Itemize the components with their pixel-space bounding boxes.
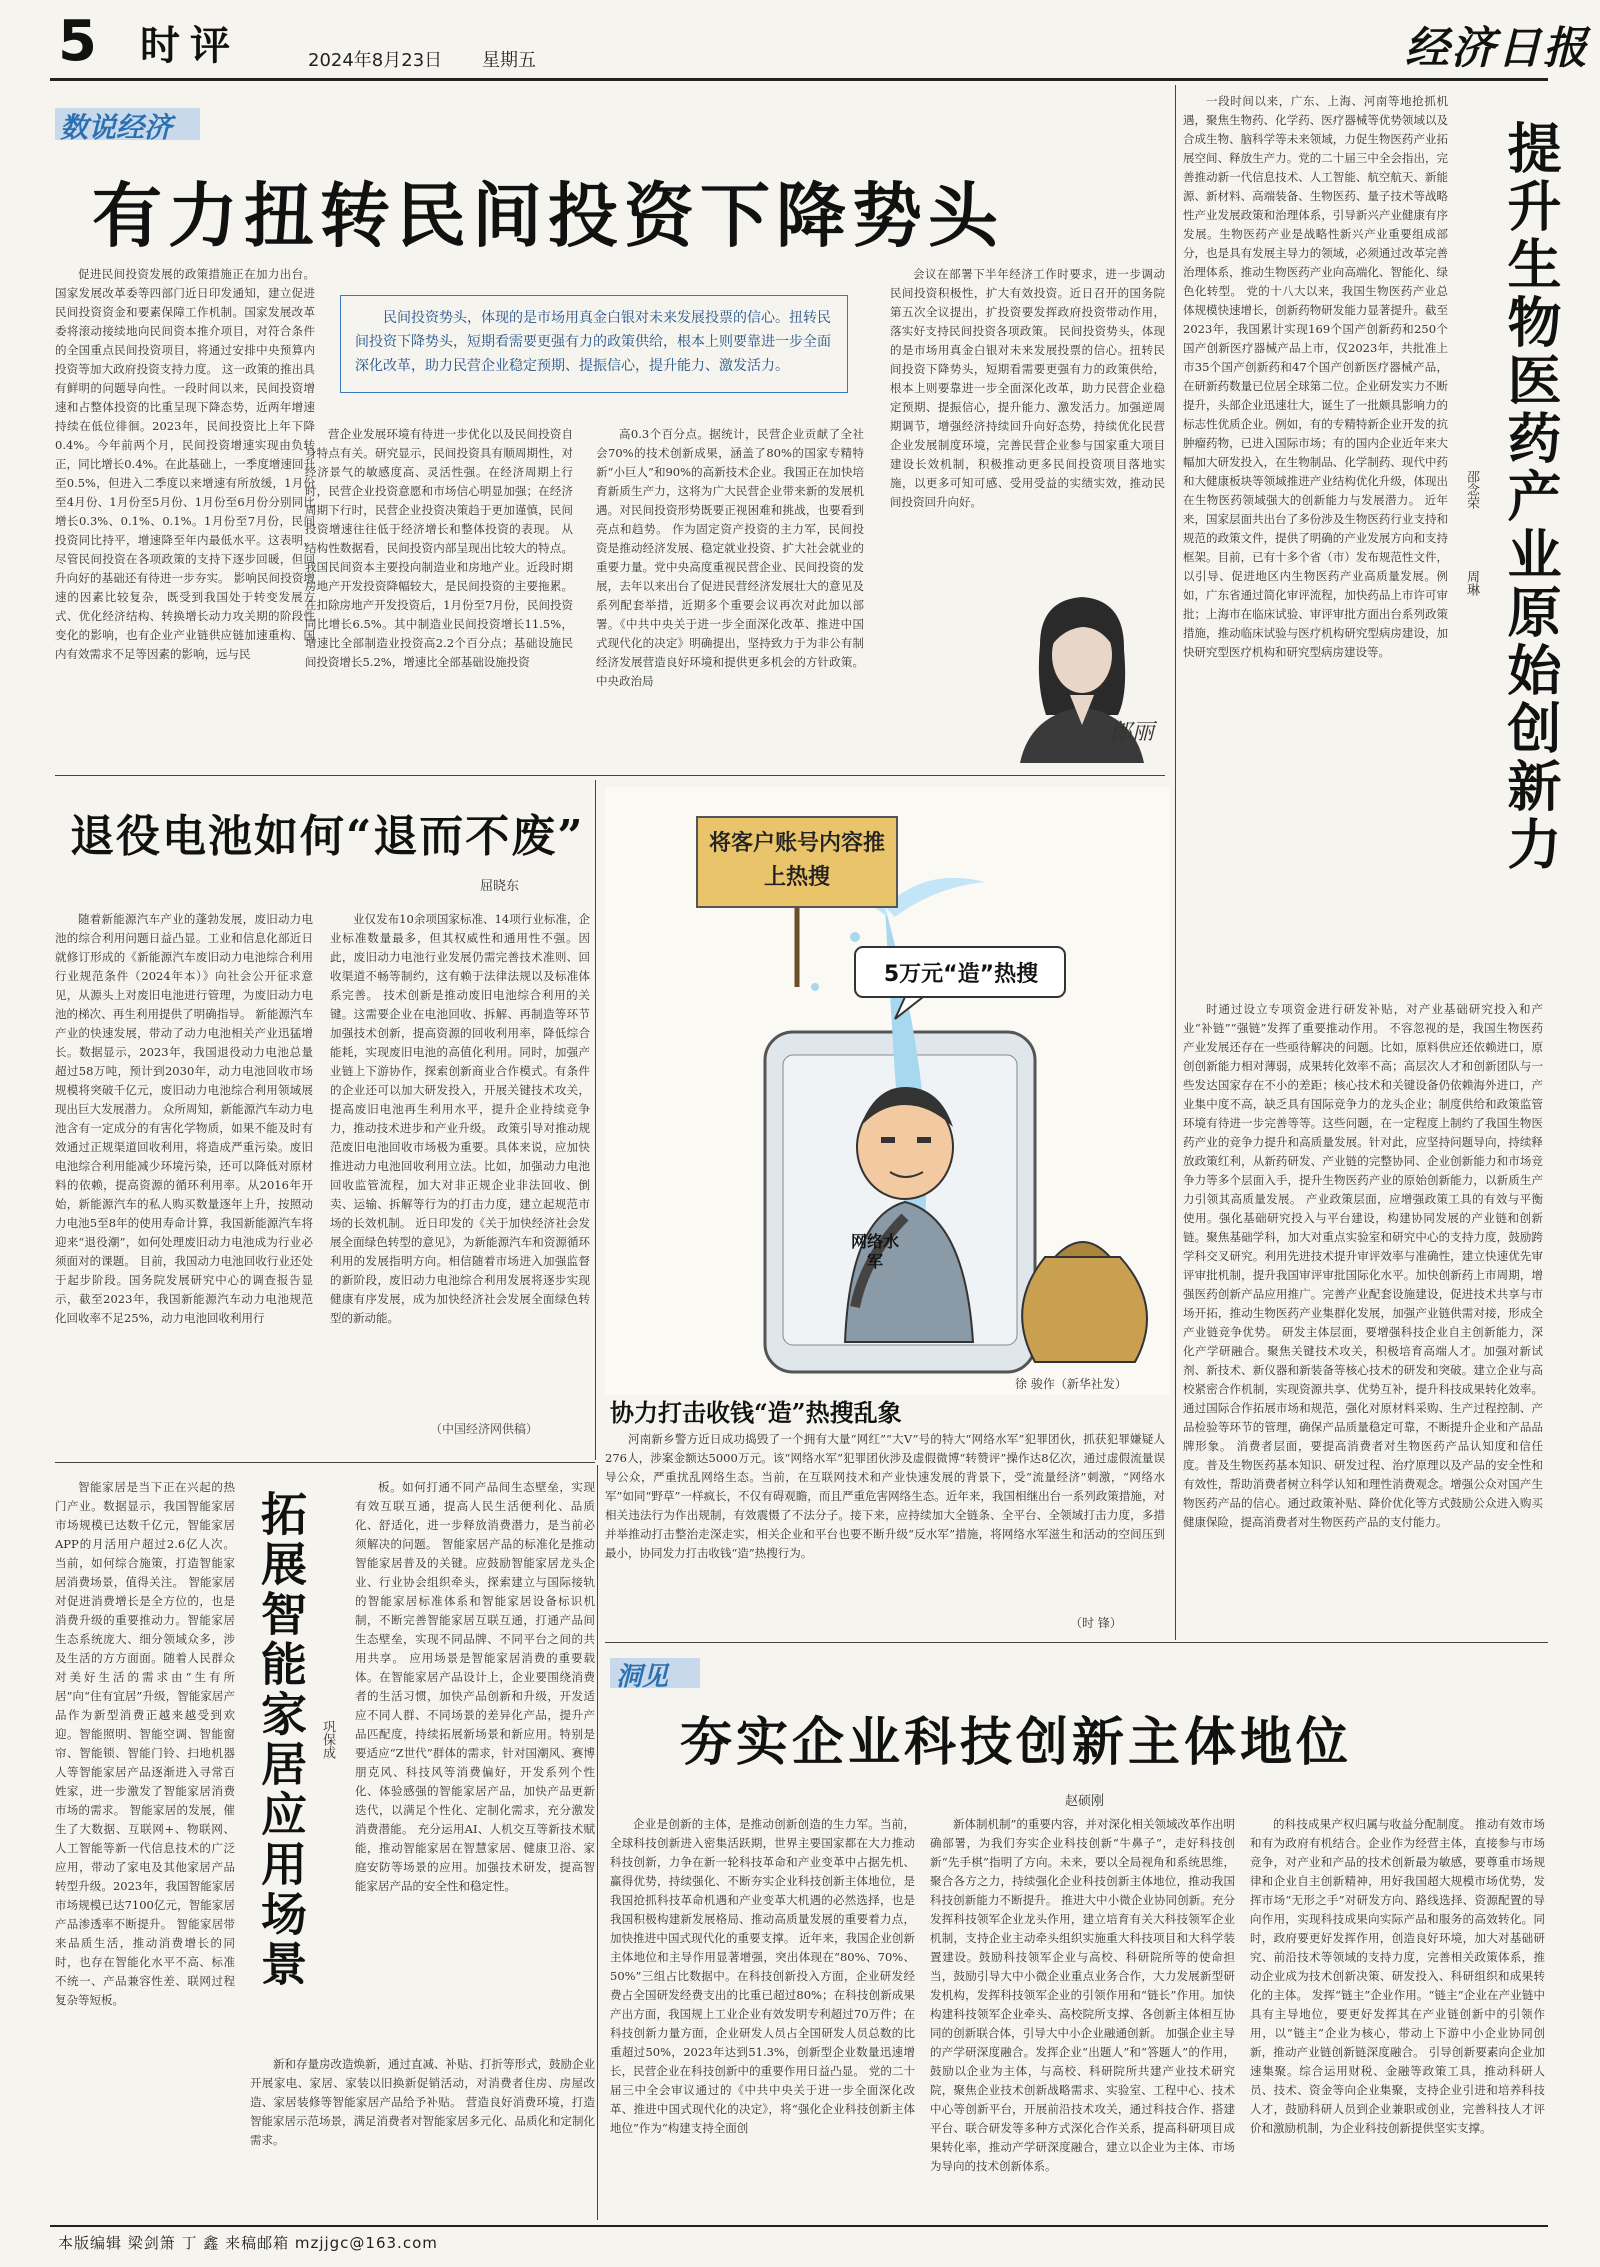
cartoon-bag-text: 网络水军 [850, 1232, 899, 1271]
innovation-tag: 洞见 [616, 1662, 669, 1692]
biomed-title: 提升生物医药产业原始创新力 [1499, 120, 1562, 874]
smarthome-col-2 [355, 1478, 595, 2048]
smarthome-author: 巩保成 [320, 1720, 335, 1759]
battery-title: 退役电池如何“退而不废” [70, 811, 585, 862]
issue-date: 2024年8月23日 [308, 50, 443, 71]
footer-editors: 本版编辑 梁剑箫 丁 鑫 来稿邮箱 mzjjgc@163.com [58, 2234, 438, 2252]
investment-col-2-text: 营企业发展环境有待进一步优化以及民间投资自身特点有关。研究显示，民间投资具有顺周期性，对经济景气的敏感度高、灵活性强。在经济周期上行时，民营企业投资意愿和市场信心明显加强；在经济周期下行时，民营企业投资决策趋于更加谨慎，民间投资增速往往低于经济增长和整体投资的表现。 从结构性数据看，民间投资内部呈现出比较大的特点。我国民间资本主要投向制造业和房地产业。近段时期房地产开发投资降幅较大，是民间投资的主要拖累。在扣除房地产开发投资后，1月份至7月份，民间投资同比增长6.5%。其中制造业民间投资增长11.5%，增速比全部制造业投资高2.2个百分点；基础设施民间投资增长5.2%，增速比全部基础设施投资 [305, 427, 573, 669]
innovation-col-1-text: 企业是创新的主体，是推动创新创造的生力军。当前，全球科技创新进入密集活跃期，世界主要国家都在大力推动科技创新，力争在新一轮科技革命和产业变革中占据先机、赢得优势，持续强化、不断夯实企业科技创新主体地位，是我国抢抓科技革命机遇和产业变革大机遇的必然选择，也是我国积极构建新发展格局、推动高质量发展的重要着力点，加快推进中国式现代化的重要支撑。 近年来，我国企业创新主体地位和主导作用显著增强，突出体现在“80%、70%、50%”三组占比数据中。在科技创新投入方面，企业研发经费占全国研发经费支出的比重已超过80%；在科技创新成果产出方面，我国规上工业企业有效发明专利超过70万件；在科技创新力量方面，企业研发人员占全国研发人员总数的比重超过50%，2023年达到51.3%，创新型企业数量迅速增长，民营企业在科技创新中的重要作用日益凸显。 党的二十届三中全会审议通过的《中共中央关于进一步全面深化改革、推进中国式现代化的决定》，将“强化企业科技创新主体地位”作为“构建支持全面创 [610, 1817, 915, 2135]
biomed-author-2: 周琳 [1464, 570, 1479, 596]
masthead-rule [50, 78, 1548, 81]
smarthome-col-3 [250, 2055, 595, 2215]
investment-col-4-text: 会议在部署下半年经济工作时要求，进一步调动民间投资积极性，扩大有效投资。近日召开的国务院第五次全议提出，扩投资要发挥政府投资带动作用，落实好支持民间投资各项政策。 民间投资势头，体现的是市场用真金白银对未来发展投票的信心。扭转民间投资下降势头，短期看需要更强有力的政策供给，根本上则要靠进一步全面深化改革，助力民营企业稳定预期、提振信心，提升能力、激发活力。加强逆周期调节，增强经济持续回升向好态势，持续优化民营企业发展制度环境，完善民营企业参与国家重大项目建设长效机制，积极推动更多民间投资项目落地实施，以更多可知可感、受用受益的实绩实效，推动民间投资回升向好。 [890, 267, 1165, 509]
innovation-author: 赵硕刚 [1065, 1794, 1105, 1809]
battery-bottom-rule [55, 1462, 595, 1463]
investment-title: 有力扭转民间投资下降势头 [92, 175, 1004, 257]
smarthome-col-1 [55, 1478, 235, 2213]
innovation-col-2 [930, 1815, 1235, 2215]
investment-pullquote: 民间投资势头，体现的是市场用真金白银对未来发展投票的信心。扭转民间投资下降势头，短期看需要更强有力的政策供给，根本上则要靠进一步全面深化改革，助力民营企业稳定预期、提振信心，提升能力、激发活力。 [355, 310, 831, 374]
investment-tag: 数说经济 [60, 111, 173, 144]
investment-col-1 [55, 265, 315, 765]
battery-cartoon-divider [595, 780, 596, 1460]
battery-col-2 [330, 910, 590, 1415]
innovation-title: 夯实企业科技创新主体地位 [680, 1713, 1353, 1773]
innovation-col-2-text: 新体制机制”的重要内容，并对深化相关领域改革作出明确部署，为我们夯实企业科技创新“牛鼻子”，走好科技创新“先手棋”指明了方向。未来，要以全局视角和系统思维，聚合各方之力，持续强化企业科技创新主体地位，推动我国科技创新能力不断提升。 推进大中小微企业协同创新。充分发挥科技领军企业龙头作用，建立培育有关大科技领军企业机制，支持企业主动牵头组织实施重大科技项目和大科学装置建设。鼓励科技领军企业与高校、科研院所等的使命担当，鼓励引导大中小微企业重点业务合作，大力发展新型研发机构，发挥科技领军企业的引领作用和“链长”作用。加快构建科技领军企业牵头、高校院所支撑、各创新主体相互协同的创新联合体，引导大中小企业融通创新。 加强企业主导的产学研深度融合。发挥企业“出题人”和“答题人”的作用，鼓励以企业为主体，与高校、科研院所共建产业技术研究院，聚焦企业技术创新战略需求、实验室、工程中心、技术中心等创新平台，开展前沿技术攻关，通过科技合作、搭建平台、联合研发等多种方式深化合作关系，提高科研项目成果转化率，推动产学研深度融合，建立以企业为主体、市场为导向的技术创新体系。 [930, 1817, 1235, 2173]
biomed-col-2-text: 时通过设立专项资金进行研发补贴，对产业基础研究投入和产业“补链”“强链”发挥了重要推动作用。 不容忽视的是，我国生物医药产业发展还存在一些亟待解决的问题。比如，原料供应还依赖进口，原创创新能力相对薄弱，成果转化效率不高；高层次人才和创新团队与一些发达国家存在不小的差距；核心技术和关键设备仍依赖海外进口，产业集中度不高，缺乏具有国际竞争力的龙头企业；制度供给和政策监管环境有待进一步完善等等。这些问题，在一定程度上制约了我国生物医药产业的竞争力提升和高质量发展。针对此，应坚持问题导向，持续释放政策红利，从新药研发、产业链的完整协同、企业创新能力和市场竞争力等多个层面入手，提升生物医药产业的原始创新能力，以新质生产力引领其高质量发展。 产业政策层面，应增强政策工具的有效与平衡使用。强化基础研究投入与平台建设，构建协同发展的产业链和创新链。聚焦基础学科，加大对重点实验室和研究中心的支持力度，鼓励跨学科交叉研究。利用先进技术提升审评效率与准确性，建立快速优先审评审批机制，提升我国审评审批国际化水平。加快创新药上市周期，增强医药创新产品应用推广。完善产业配套设施建设，促进技术共享与市场开拓，推动生物医药产业集群化发展，加强产业链供需对接，形成全产业链竞争优势。 研发主体层面，要增强科技企业自主创新能力，深化产学研融合。聚焦关键技术攻关，积极培育高端人才。加强对新试剂、新技术、新仪器和新装备等核心技术的研发和突破。建立企业与高校紧密合作机制，实现资源共享、优势互补，提升科技成果转化效率。通过国际合作拓展市场和规范，强化对原材料采购、生产过程控制、产品检验等环节的管理，确保产品质量稳定可靠，不断提升企业和产品品牌形象。 消费者层面，要提高消费者对生物医药产品认知度和信任度。普及生物医药基本知识、研发过程、治疗原理以及产品的安全性和有效性，帮助消费者树立科学认知和理性消费观念。增强公众对国产生物医药产品的信心。通过政策补贴、降价优化等方式鼓励公众进入购买健康保险，提高消费者对生物医药产品的支付能力。 [1183, 1002, 1543, 1529]
cartoon-body [605, 1430, 1165, 1620]
biomed-divider [1175, 85, 1176, 1640]
issue-weekday: 星期五 [482, 50, 536, 71]
lower-section-rule [605, 1642, 1548, 1643]
smarthome-col-2-text: 板。如何打通不同产品间生态壁垒，实现有效互联互通，提高人民生活便利化、品质化、舒适化，进一步释放消费潜力，是当前必须解决的问题。 智能家居产品的标准化是推动智能家居普及的关键。应鼓励智能家居龙头企业、行业协会组织牵头，探索建立与国际接轨的智能家居标准体系和智能家居设备标识机制，不断完善智能家居互联互通，打通产品间生态壁垒，实现不同品牌、不同平台之间的共用共享。 应用场景是智能家居消费的重要载体。在智能家居产品设计上，企业要围绕消费者的生活习惯，加快产品创新和升级，开发适应不同人群、不同场景的差异化产品，提升产品匹配度，持续拓展新场景和新应用。特别是要适应“Z世代”群体的需求，针对国潮风、赛博朋克风、科技风等消费偏好，开发系列个性化、体验感强的智能家居产品，加快产品更新迭代，以满足个性化、定制化需求，充分激发消费潜能。 充分运用AI、人机交互等新技术赋能，推动智能家居在智慧家居、健康卫浴、家庭安防等场景的应用。加强技术研发，提高智能家居产品的安全性和稳定性。 [355, 1480, 595, 1893]
investment-col-3 [596, 425, 864, 765]
footer-rule [50, 2225, 1548, 2227]
battery-col-1 [55, 910, 313, 1445]
investment-col-2 [305, 425, 573, 765]
cartoon-bubble-text: 5万元“造”热搜 [883, 962, 1039, 987]
newspaper-logo: 经济日报 [1405, 23, 1589, 74]
investment-pullquote-box [340, 295, 848, 393]
biomed-col-1-text: 一段时间以来，广东、上海、河南等地抢抓机遇，聚焦生物药、化学药、医疗器械等优势领域以及合成生物、脑科学等未来领域，力促生物医药产业拓展空间、释放生产力。党的二十届三中全会指出，完善推动新一代信息技术、人工智能、航空航天、新能源、新材料、高端装备、生物医药、量子技术等战略性产业发展政策和治理体系，引导新兴产业健康有序发展。生物医药产业是战略性新兴产业重要组成部分，也是具有发展主导力的领域，必须通过改革完善治理体系，推动生物医药产业向高端化、智能化、绿色化转型。 党的十八大以来，我国生物医药产业总体规模快速增长，创新药物研发能力显著提升。截至2023年，我国累计实现169个国产创新药和250个国产创新医疗器械产品上市，仅2023年，共批准上市35个国产创新药和47个国产创新医疗器械产品，在研新药数量已位居全球第二位。企业研发实力不断提升，头部企业迅速壮大，诞生了一批颇具影响力的标志性优质企业。例如，有的专精特新企业开发的抗肿瘤药物，已进入国际市场；有的国内企业近年来大幅加大研发投入，在生物制品、化学制药、现代中药和大健康板块等领域推进产业结构优化升级，体现出在生物医药领域强大的创新能力与发展潜力。 近年来，国家层面共出台了多份涉及生物医药行业支持和规范的政策文件，提供了明确的产业发展方向和支持框架。目前，已有十多个省（市）发布规范性文件，以引导、促进地区内生物医药产业高质量发展。例如，广东省通过简化审评流程，加快药品上市许可审批；上海市在临床试验、审评审批方面出台系列政策措施，推动临床试验与医疗机构研究型病房建设，加快研究型医疗机构和研究型病房建设等。 [1183, 94, 1448, 659]
innovation-col-1 [610, 1815, 915, 2215]
investment-col-1-text: 促进民间投资发展的政策措施正在加力出台。国家发展改革委等四部门近日印发通知，建立促进民间投资资金和要素保障工作机制。国家发展改革委将滚动接续地向民间资本推介项目，对符合条件的全国重点民间投资项目，将通过安排中央预算内投资等加大政府投资支持力度。 这一政策的推出具有鲜明的问题导向性。一段时间以来，民间投资增速和占整体投资的比重呈现下降态势，近两年增速持续在低位徘徊。2023年，民间投资比上年下降0.4%。今年前两个月，民间投资增速实现由负转正，同比增长0.4%。在此基础上，一季度增速回升至0.5%，但进入二季度以来增速有所放缓，1月份至4月份、1月份至5月份、1月份至6月份分别同比增长0.3%、0.1%、0.1%。1月份至7月份，民间投资同比持平，增速降至年内最低水平。这表明，尽管民间投资在各项政策的支持下逐步回暖，但回升向好的基础还有待进一步夯实。 影响民间投资增速的因素比较复杂，既受到我国处于转变发展方式、优化经济结构、转换增长动力攻关期的阶段性变化的影响，也有企业产业链供应链加速重构、国内有效需求不足等因素的影响，远与民 [55, 267, 315, 661]
smarthome-col-3-text: 新和存量房改造焕新，通过直减、补贴、打折等形式，鼓励企业开展家电、家居、家装以旧换新促销活动，对消费者住房、房屋改造、家居装修等智能家居产品给予补贴。 营造良好消费环境，打造智能家居示范场景，满足消费者对智能家居多元化、品质化和定制化需求。 [250, 2057, 595, 2147]
author-signature: 郎丽 [1110, 720, 1155, 745]
investment-bottom-rule [55, 775, 1165, 776]
author-portrait [1000, 575, 1165, 763]
investment-col-3-text: 高0.3个百分点。据统计，民营企业贡献了全社会70%的技术创新成果，涵盖了80%的国家专精特新“小巨人”和90%的高新技术企业。我国正在加快培育新质生产力，这将为广大民营企业带来新的发展机遇。对民间投资形势既要正视困难和挑战，也要看到亮点和趋势。 作为固定资产投资的主力军，民间投资是推动经济发展、稳定就业投资、扩大社会就业的重要力量。党中央高度重视民营企业、民间投资的发展，去年以来出台了促进民营经济发展壮大的意见及系列配套举措，近期多个重要会议再次对此加以部署。《中共中央关于进一步全面深化改革、推进中国式现代化的决定》明确提出，坚持致力于为非公有制经济发展营造良好环境和提供更多机会的方针政策。中央政治局 [596, 427, 864, 688]
battery-col-2-text: 业仅发布10余项国家标准、14项行业标准，企业标准数量最多，但其权威性和通用性不强。因此，废旧动力电池行业发展仍需完善技术准则、回收渠道不畅等制约，这有赖于法律法规以及标准体系完善。 技术创新是推动废旧电池综合利用的关键。这需要企业在电池回收、拆解、再制造等环节加强技术创新，提高资源的回收利用率，降低综合能耗，实现废旧电池的高值化利用。同时，加强产业链上下游协作，探索创新商业合作模式。有条件的企业还可以加大研发投入，开展关键技术攻关，提高废旧电池再生利用水平，提升企业持续竞争力，推动技术进步和产业升级。 政策引导对推动规范废旧电池回收市场极为重要。具体来说，应加快推进动力电池回收利用立法。比如，加强动力电池回收监管流程，加大对非正规企业非法回收、倒卖、运输、拆解等行为的打击力度，建立起规范市场的长效机制。 近日印发的《关于加快经济社会发展全面绿色转型的意见》，为新能源汽车和资源循环利用的发展指明方向。相信随着市场进入加强监督的新阶段，废旧动力电池综合利用发展将逐步实现健康有序发展，成为加快经济社会发展全面绿色转型的新动能。 [330, 912, 590, 1325]
smarthome-divider [597, 1465, 598, 2220]
biomed-author-1: 邵念荣 [1464, 470, 1479, 509]
cartoon-sign-text: 将客户账号内容推上热搜 [708, 831, 885, 890]
battery-col-1-text: 随着新能源汽车产业的蓬勃发展，废旧动力电池的综合利用问题日益凸显。工业和信息化部近日就修订形成的《新能源汽车废旧动力电池综合利用行业规范条件（2024年本）》向社会公开征求意见，从源头上对废旧电池进行管理，为废旧动力电池的梯次、再生利用提供了明确指导。 新能源汽车产业的快速发展，带动了动力电池相关产业迅猛增长。数据显示，2023年，我国退役动力电池总量超过58万吨，预计到2030年，动力电池回收市场规模将突破千亿元，废旧动力电池综合利用领域展现出巨大发展潜力。 众所周知，新能源汽车动力电池含有一定成分的有害化学物质，如果不能及时有效通过正规渠道回收利用，将造成严重污染。废旧电池综合利用能减少环境污染，还可以降低对原材料的依赖，提高资源的循环利用率。从2016年开始，新能源汽车的私人购买数量逐年上升，按照动力电池5至8年的使用寿命计算，我国新能源汽车将迎来“退役潮”，如何处理废旧动力电池成为行业必须面对的课题。 目前，我国动力电池回收行业还处于起步阶段。国务院发展研究中心的调查报告显示，截至2023年，我国新能源汽车动力电池规范化回收率不足25%，动力电池回收利用行 [55, 912, 313, 1325]
biomed-col-1 [1183, 92, 1448, 997]
section-title: 时评 [140, 23, 240, 69]
masthead [0, 0, 1600, 80]
battery-source: （中国经济网供稿） [430, 1422, 539, 1436]
smarthome-title: 拓展智能家居应用场景 [254, 1490, 308, 1990]
page-number: 5 [58, 9, 97, 74]
innovation-col-3-text: 的科技成果产权归属与收益分配制度。 推动有效市场和有为政府有机结合。企业作为经营主体，直接参与市场竞争，对产业和产品的技术创新最为敏感，要尊重市场规律和企业自主创新精神，用好我国超大规模市场优势，发挥市场“无形之手”对研发方向、路线选择、资源配置的导向作用，实现科技成果向实际产品和服务的高效转化。同时，政府要更好发挥作用，创造良好环境，加大对基础研究、前沿技术等领域的支持力度，完善相关政策体系，推动企业成为技术创新决策、研发投入、科研组织和成果转化的主体。 发挥“链主”企业作用。“链主”企业在产业链中具有主导地位，要更好发挥其在产业链创新中的引领作用，以“链主”企业为核心，带动上下游中小企业协同创新，推动产业链创新链深度融合。 引导创新要素向企业加速集聚。综合运用财税、金融等政策工具，推动科研人员、技术、资金等向企业集聚，支持企业引进和培养科技人才，鼓励科研人员到企业兼职或创业，完善科技人才评价和激励机制，为企业科技创新提供坚实支撑。 [1250, 1817, 1545, 2135]
biomed-col-2 [1183, 1000, 1543, 1640]
innovation-col-3 [1250, 1815, 1545, 2215]
cartoon-title: 协力打击收钱“造”热搜乱象 [610, 1398, 902, 1427]
smarthome-col-1-text: 智能家居是当下正在兴起的热门产业。数据显示，我国智能家居市场规模已达数千亿元，智能家居APP的月活用户超过2.6亿人次。当前，如何综合施策，打造智能家居消费场景，值得关注。 智能家居对促进消费增长是全方位的，也是消费升级的重要推动力。智能家居生态系统庞大、细分领域众多，涉及生活的方方面面。随着人民群众对美好生活的需求由“生有所居”向“住有宜居”升级，智能家居产品作为新型消费正越来越受到欢迎。智能照明、智能空调、智能窗帘、智能锁、智能门铃、扫地机器人等智能家居产品逐渐进入寻常百姓家，进一步激发了智能家居消费市场的需求。 智能家居的发展，催生了大数据、互联网+、物联网、人工智能等新一代信息技术的广泛应用，带动了家电及其他家居产品转型升级。2023年，我国智能家居市场规模已达7100亿元，智能家居产品渗透率不断提升。 智能家居带来品质生活，推动消费增长的同时，也存在智能化水平不高、标准不统一、产品兼容性差、联网过程复杂等短板。 [55, 1480, 235, 2007]
cartoon-panel [605, 787, 1170, 1395]
cartoon-author: （时 锋） [1070, 1616, 1122, 1630]
cartoon-body-text: 河南新乡警方近日成功捣毁了一个拥有大量“网红”“大V”号的特大“网络水军”犯罪团伙，抓获犯罪嫌疑人276人，涉案金额达5000万元。该“网络水军”犯罪团伙涉及虚假微博“转赞评”操作达8亿次，通过虚假流量误导公众，严重扰乱网络生态。当前，在互联网技术和产业快速发展的背景下，受“流量经济”刺激，“网络水军”如同“野草”一样疯长，不仅有碍观瞻，而且严重危害网络生态。近年来，我国相继出台一系列政策措施，对相关违法行为作出规制，有效震慑了不法分子。接下来，应持续加大全链条、全平台、全领域打击力度，多措并举推动打击整治走深走实，相关企业和平台也要不断升级“反水军”措施，将网络水军滋生和活动的空间压到最小，协同发力打击收钱“造”热搜行为。 [605, 1432, 1165, 1560]
battery-author: 屈晓东 [480, 879, 520, 894]
cartoon-credit: 徐 骏作（新华社发） [1015, 1377, 1127, 1391]
